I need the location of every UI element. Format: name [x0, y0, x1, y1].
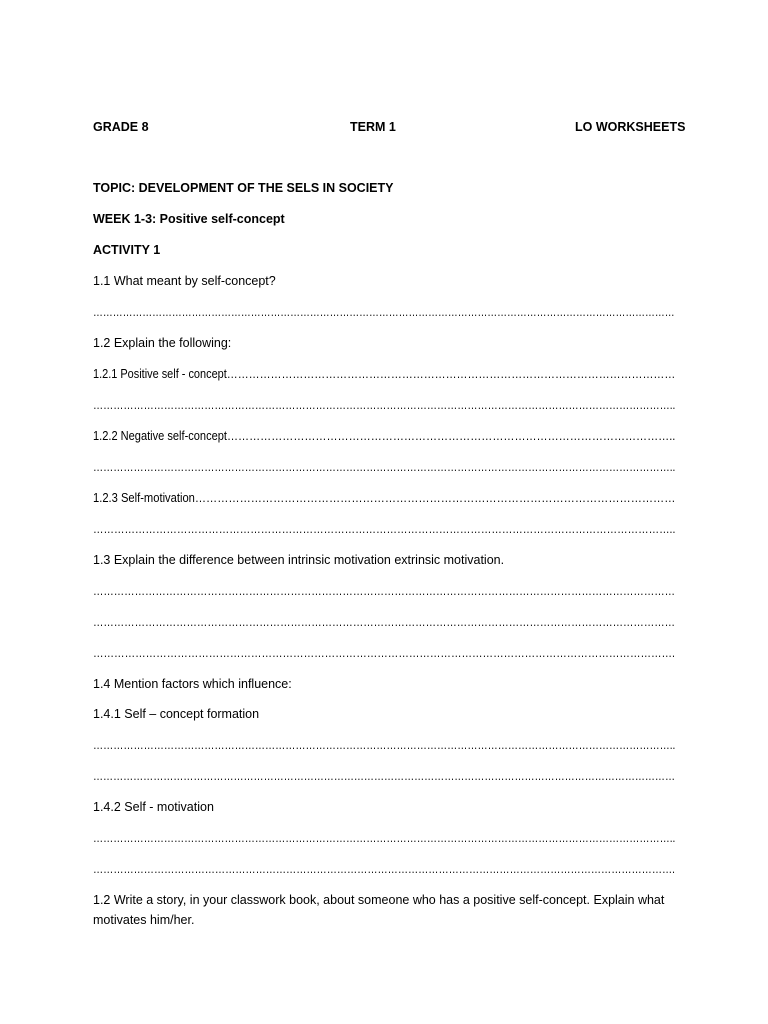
term-label: TERM 1: [350, 120, 396, 134]
answer-line: ………………………………………………………………………………………………………………………………………………….: [93, 646, 675, 660]
grade-label: GRADE 8: [93, 120, 149, 134]
question-1-2-3: 1.2.3 Self-motivation…………………………………………………………………………………………………………………: [93, 491, 676, 505]
answer-line: ………………………………………………………………………………………………………………………………………………………..: [93, 398, 676, 412]
question-1-2-1: 1.2.1 Positive self - concept……………………………………………………………………………………………………………: [93, 367, 676, 381]
answer-line: ……………………………………………………………………………………………………………………………………………………: [93, 584, 675, 598]
question-1-2-2: 1.2.2 Negative self-concept…………………………………………………………………………………………………………..: [93, 429, 676, 443]
question-1-3: 1.3 Explain the difference between intrinsic motivation extrinsic motivation.: [93, 553, 505, 567]
question-1-1: 1.1 What meant by self-concept?: [93, 274, 276, 288]
worksheets-label: LO WORKSHEETS: [575, 120, 686, 134]
answer-line: ……………………………………………………………………………………………………………………………………………………………: [93, 305, 675, 319]
answer-line: ………………………………………………………………………………………………………………………………………………………..: [93, 831, 676, 845]
question-1-4: 1.4 Mention factors which influence:: [93, 677, 292, 691]
activity-heading: ACTIVITY 1: [93, 243, 161, 257]
question-1-2: 1.2 Explain the following:: [93, 336, 232, 350]
answer-line: …………………………………………………………………………………………………………………………………………………..: [93, 522, 676, 536]
answer-line: ………………………………………………………………………………………………………………………………………………………..: [93, 460, 676, 474]
answer-line: ……………………………………………………………………………………………………………………………………………………….: [93, 862, 675, 876]
topic-heading: TOPIC: DEVELOPMENT OF THE SELS IN SOCIETY: [93, 181, 394, 195]
question-1-4-1: 1.4.1 Self – concept formation: [93, 707, 260, 721]
answer-line: …………………………………………………………………………………………………………………………………………………………: [93, 769, 675, 783]
week-heading: WEEK 1-3: Positive self-concept: [93, 212, 285, 226]
answer-line: ………………………………………………………………………………………………………………………………………………………..: [93, 738, 676, 752]
answer-line: ……………………………………………………………………………………………………………………………………………………: [93, 615, 675, 629]
story-question: 1.2 Write a story, in your classwork book, about someone who has a positive self-concept. Explain what motivates him/her.: [93, 893, 665, 927]
question-1-4-2: 1.4.2 Self - motivation: [93, 800, 214, 814]
